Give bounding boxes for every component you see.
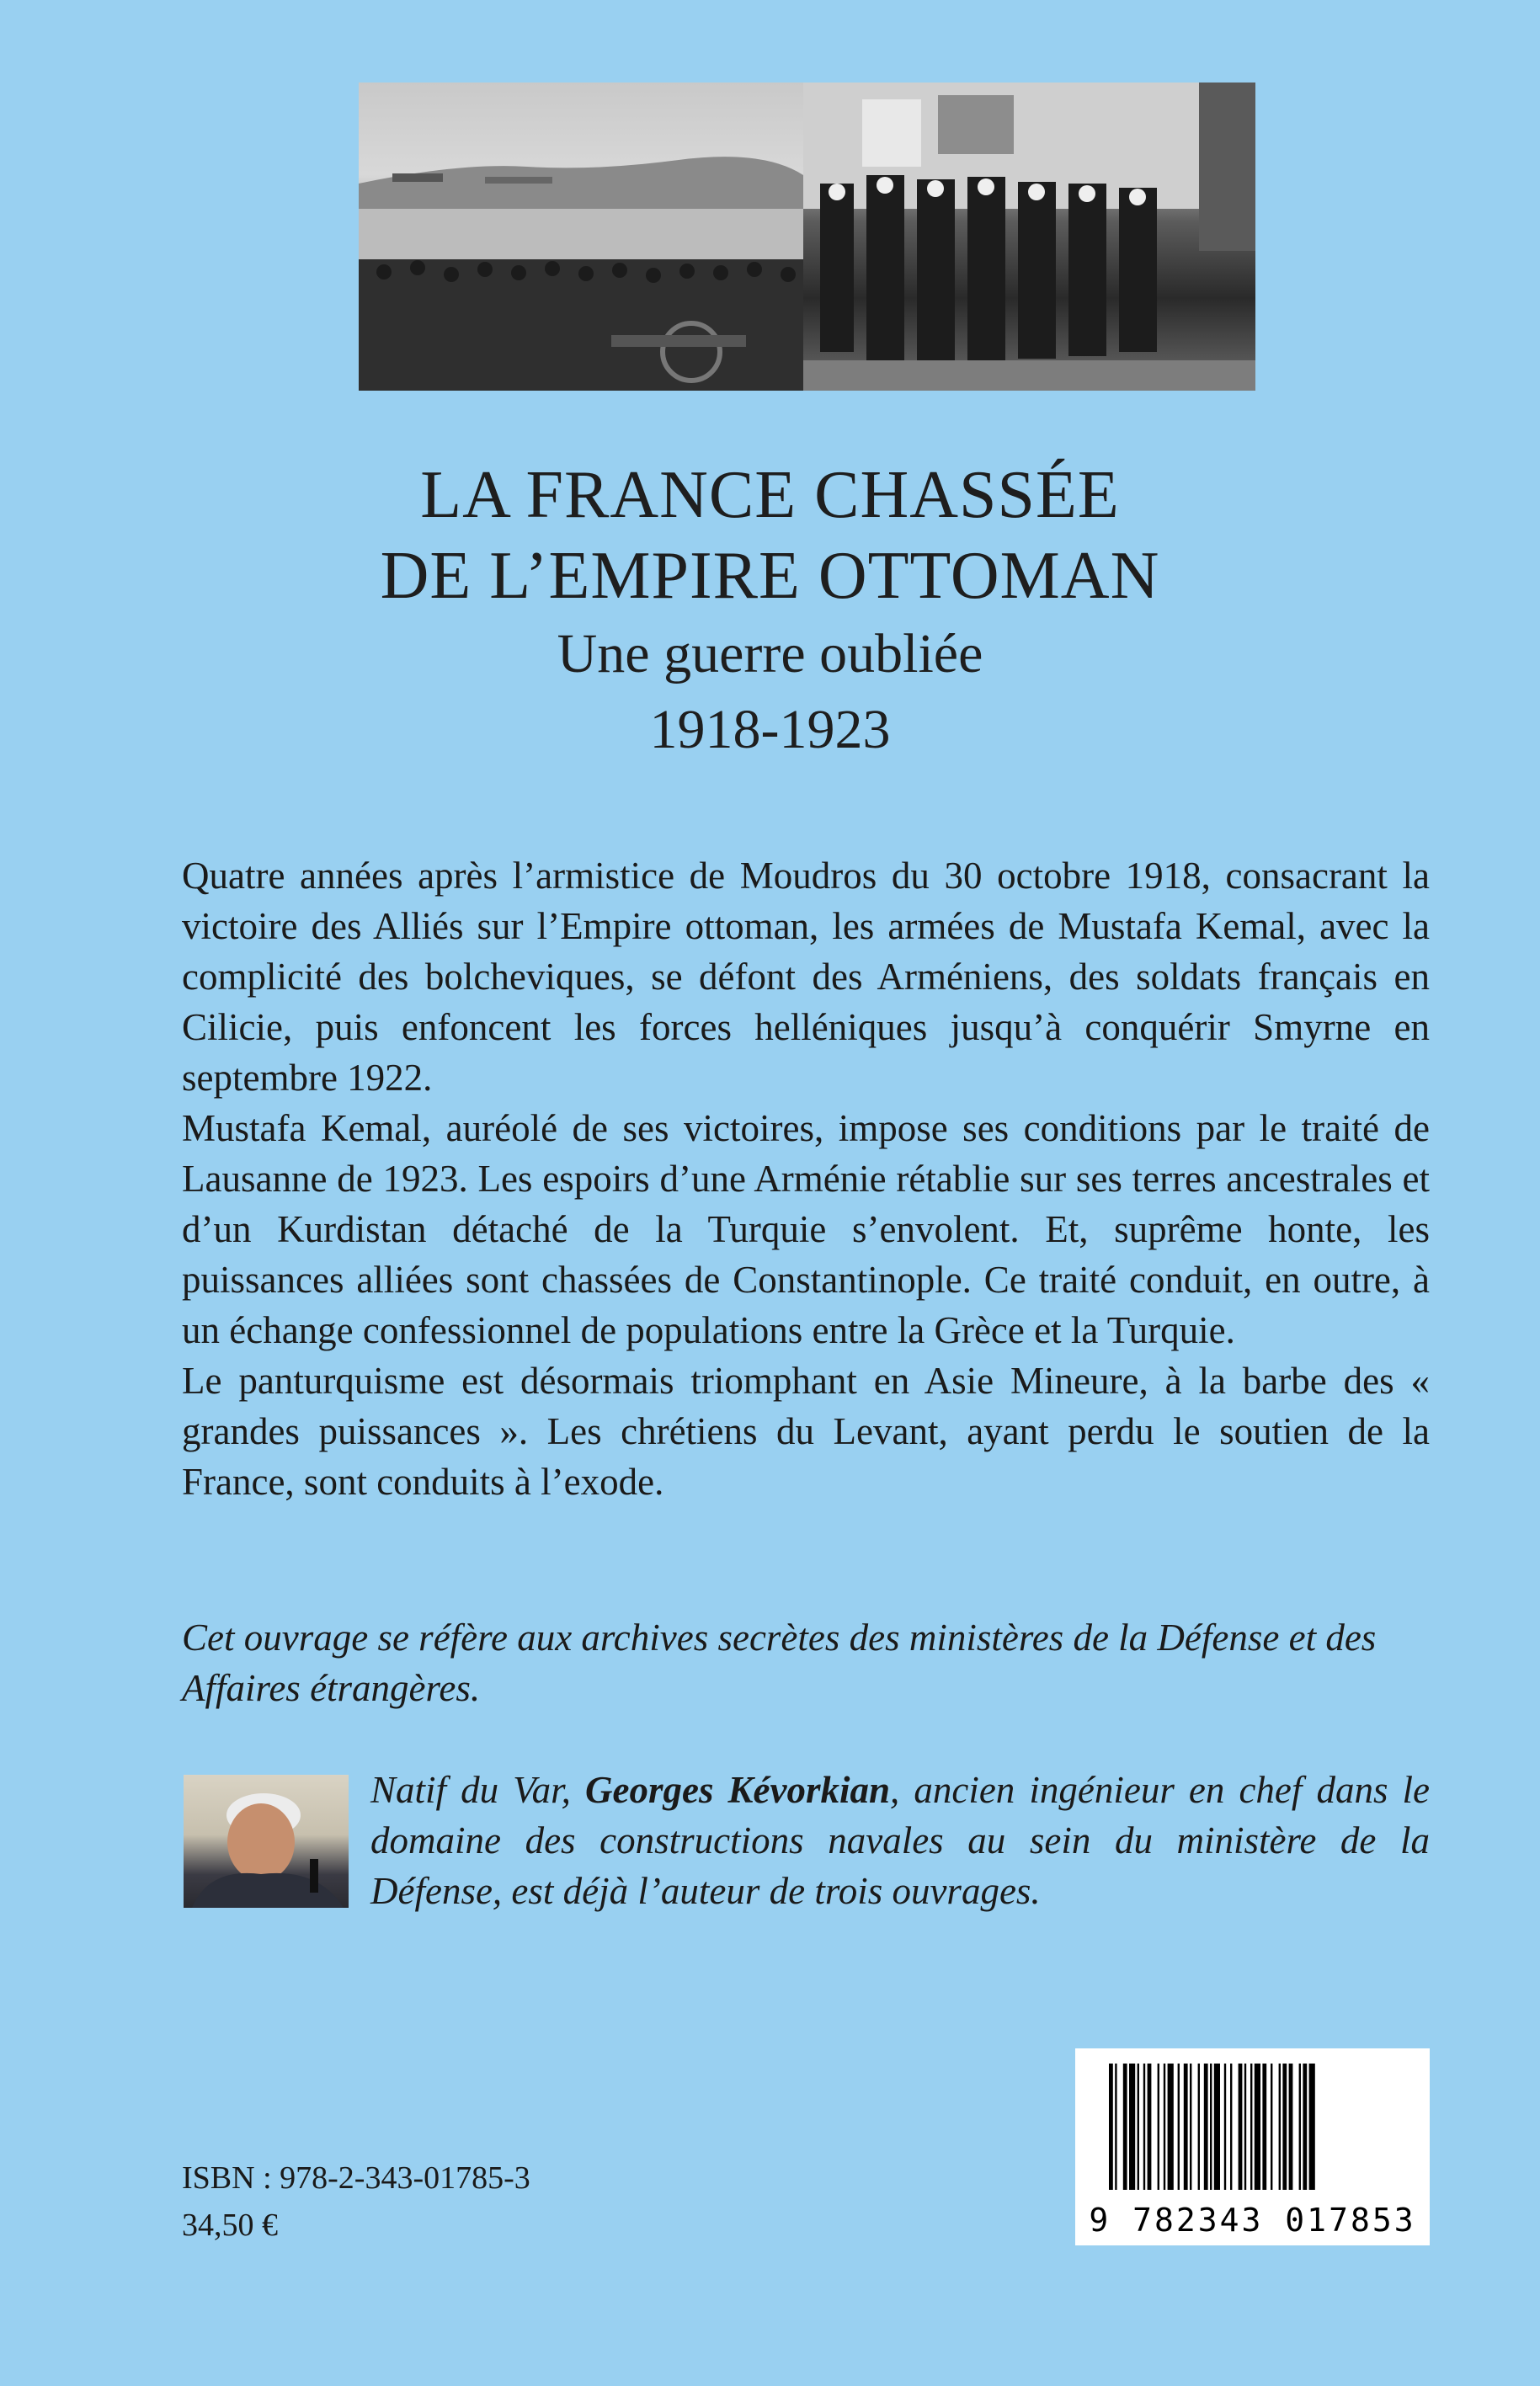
delegation-parade-photo	[803, 83, 1255, 391]
barcode-bar	[1129, 2064, 1135, 2190]
barcode-bar	[1109, 2064, 1113, 2190]
barcode-bar	[1138, 2064, 1139, 2190]
barcode-bar	[1230, 2064, 1232, 2190]
barcode-bar	[1158, 2064, 1159, 2190]
author-name: Georges Kévorkian	[585, 1769, 891, 1811]
cover-photo-strip	[359, 83, 1255, 391]
barcode-bars	[1075, 2048, 1430, 2200]
author-bio-suffix: , ancien ingénieur en chef dans le domaine des constructions navales au sein du ministère de la Défense, est déjà l’auteur de trois ouvrages.	[370, 1769, 1431, 1912]
barcode-bar	[1279, 2064, 1281, 2190]
barcode-bar	[1309, 2064, 1315, 2190]
barcode-bar	[1148, 2064, 1152, 2190]
barcode-bar	[1239, 2064, 1243, 2190]
blurb	[182, 850, 1430, 1507]
barcode-bar	[1289, 2064, 1293, 2190]
price: 34,50 €	[182, 2208, 278, 2243]
barcode-bar	[1168, 2064, 1174, 2190]
barcode-bar	[1198, 2064, 1200, 2190]
blurb-paragraph-2: Mustafa Kemal, auréolé de ses victoires, impose ses conditions par le traité de Lausanne de 1923. Les espoirs d’une Arménie rétablie sur ses terres ancestrales et d’un Kurdistan détaché de la Turquie s’envolent. Et, suprême honte, les puissances alliées sont chassées de Constantinople. Ce traité conduit, en outre, à un échange confessionnel de populations entre la Grèce et la Turquie.	[182, 1107, 1430, 1351]
title-block	[0, 455, 1540, 768]
barcode-bar	[1115, 2064, 1116, 2190]
barcode-bar	[1204, 2064, 1208, 2190]
barcode-bar	[1250, 2064, 1252, 2190]
harbor-crowd-photo	[359, 83, 803, 391]
barcode-bar	[1184, 2064, 1188, 2190]
barcode-bar	[1143, 2064, 1145, 2190]
author-bio-prefix: Natif du Var,	[370, 1769, 585, 1811]
barcode-bar	[1255, 2064, 1260, 2190]
author-portrait	[184, 1775, 349, 1908]
barcode-digits: 9 782343 017853	[1089, 2202, 1416, 2239]
barcode-bar	[1262, 2064, 1266, 2190]
book-title-line-2: DE L’EMPIRE OTTOMAN	[380, 539, 1160, 613]
blurb-paragraph-3: Le panturquisme est désormais triomphant en Asie Mineure, à la barbe des « grandes puissances ». Les chrétiens du Levant, ayant perdu le soutien de la France, sont conduits à l’exode.	[182, 1360, 1430, 1503]
isbn-number: ISBN : 978-2-343-01785-3	[182, 2160, 530, 2196]
sources-note: Cet ouvrage se réfère aux archives secrètes des ministères de la Défense et des Affaires étrangères.	[182, 1616, 1377, 1709]
author-bio	[370, 1765, 1430, 1916]
barcode-bar	[1299, 2064, 1301, 2190]
barcode-bar	[1178, 2064, 1180, 2190]
barcode-bar	[1224, 2064, 1226, 2190]
barcode-bar	[1190, 2064, 1191, 2190]
barcode-bar	[1271, 2064, 1272, 2190]
book-title-line-1: LA FRANCE CHASSÉE	[420, 458, 1120, 532]
barcode-bar	[1123, 2064, 1127, 2190]
book-years: 1918-1923	[649, 699, 891, 760]
isbn-barcode	[1075, 2048, 1430, 2245]
barcode-bar	[1244, 2064, 1246, 2190]
book-subtitle: Une guerre oubliée	[557, 623, 983, 684]
barcode-bar	[1164, 2064, 1165, 2190]
barcode-bar	[1214, 2064, 1220, 2190]
barcode-bar	[1210, 2064, 1212, 2190]
blurb-paragraph-1: Quatre années après l’armistice de Moudros du 30 octobre 1918, consacrant la victoire des Alliés sur l’Empire ottoman, les armées de Mustafa Kemal, avec la complicité des bolcheviques, se défont des Arméniens, des soldats français en Cilicie, puis enfoncent les forces helléniques jusqu’à conquérir Smyrne en septembre 1922.	[182, 855, 1430, 1099]
barcode-bar	[1303, 2064, 1307, 2190]
barcode-bar	[1282, 2064, 1287, 2190]
